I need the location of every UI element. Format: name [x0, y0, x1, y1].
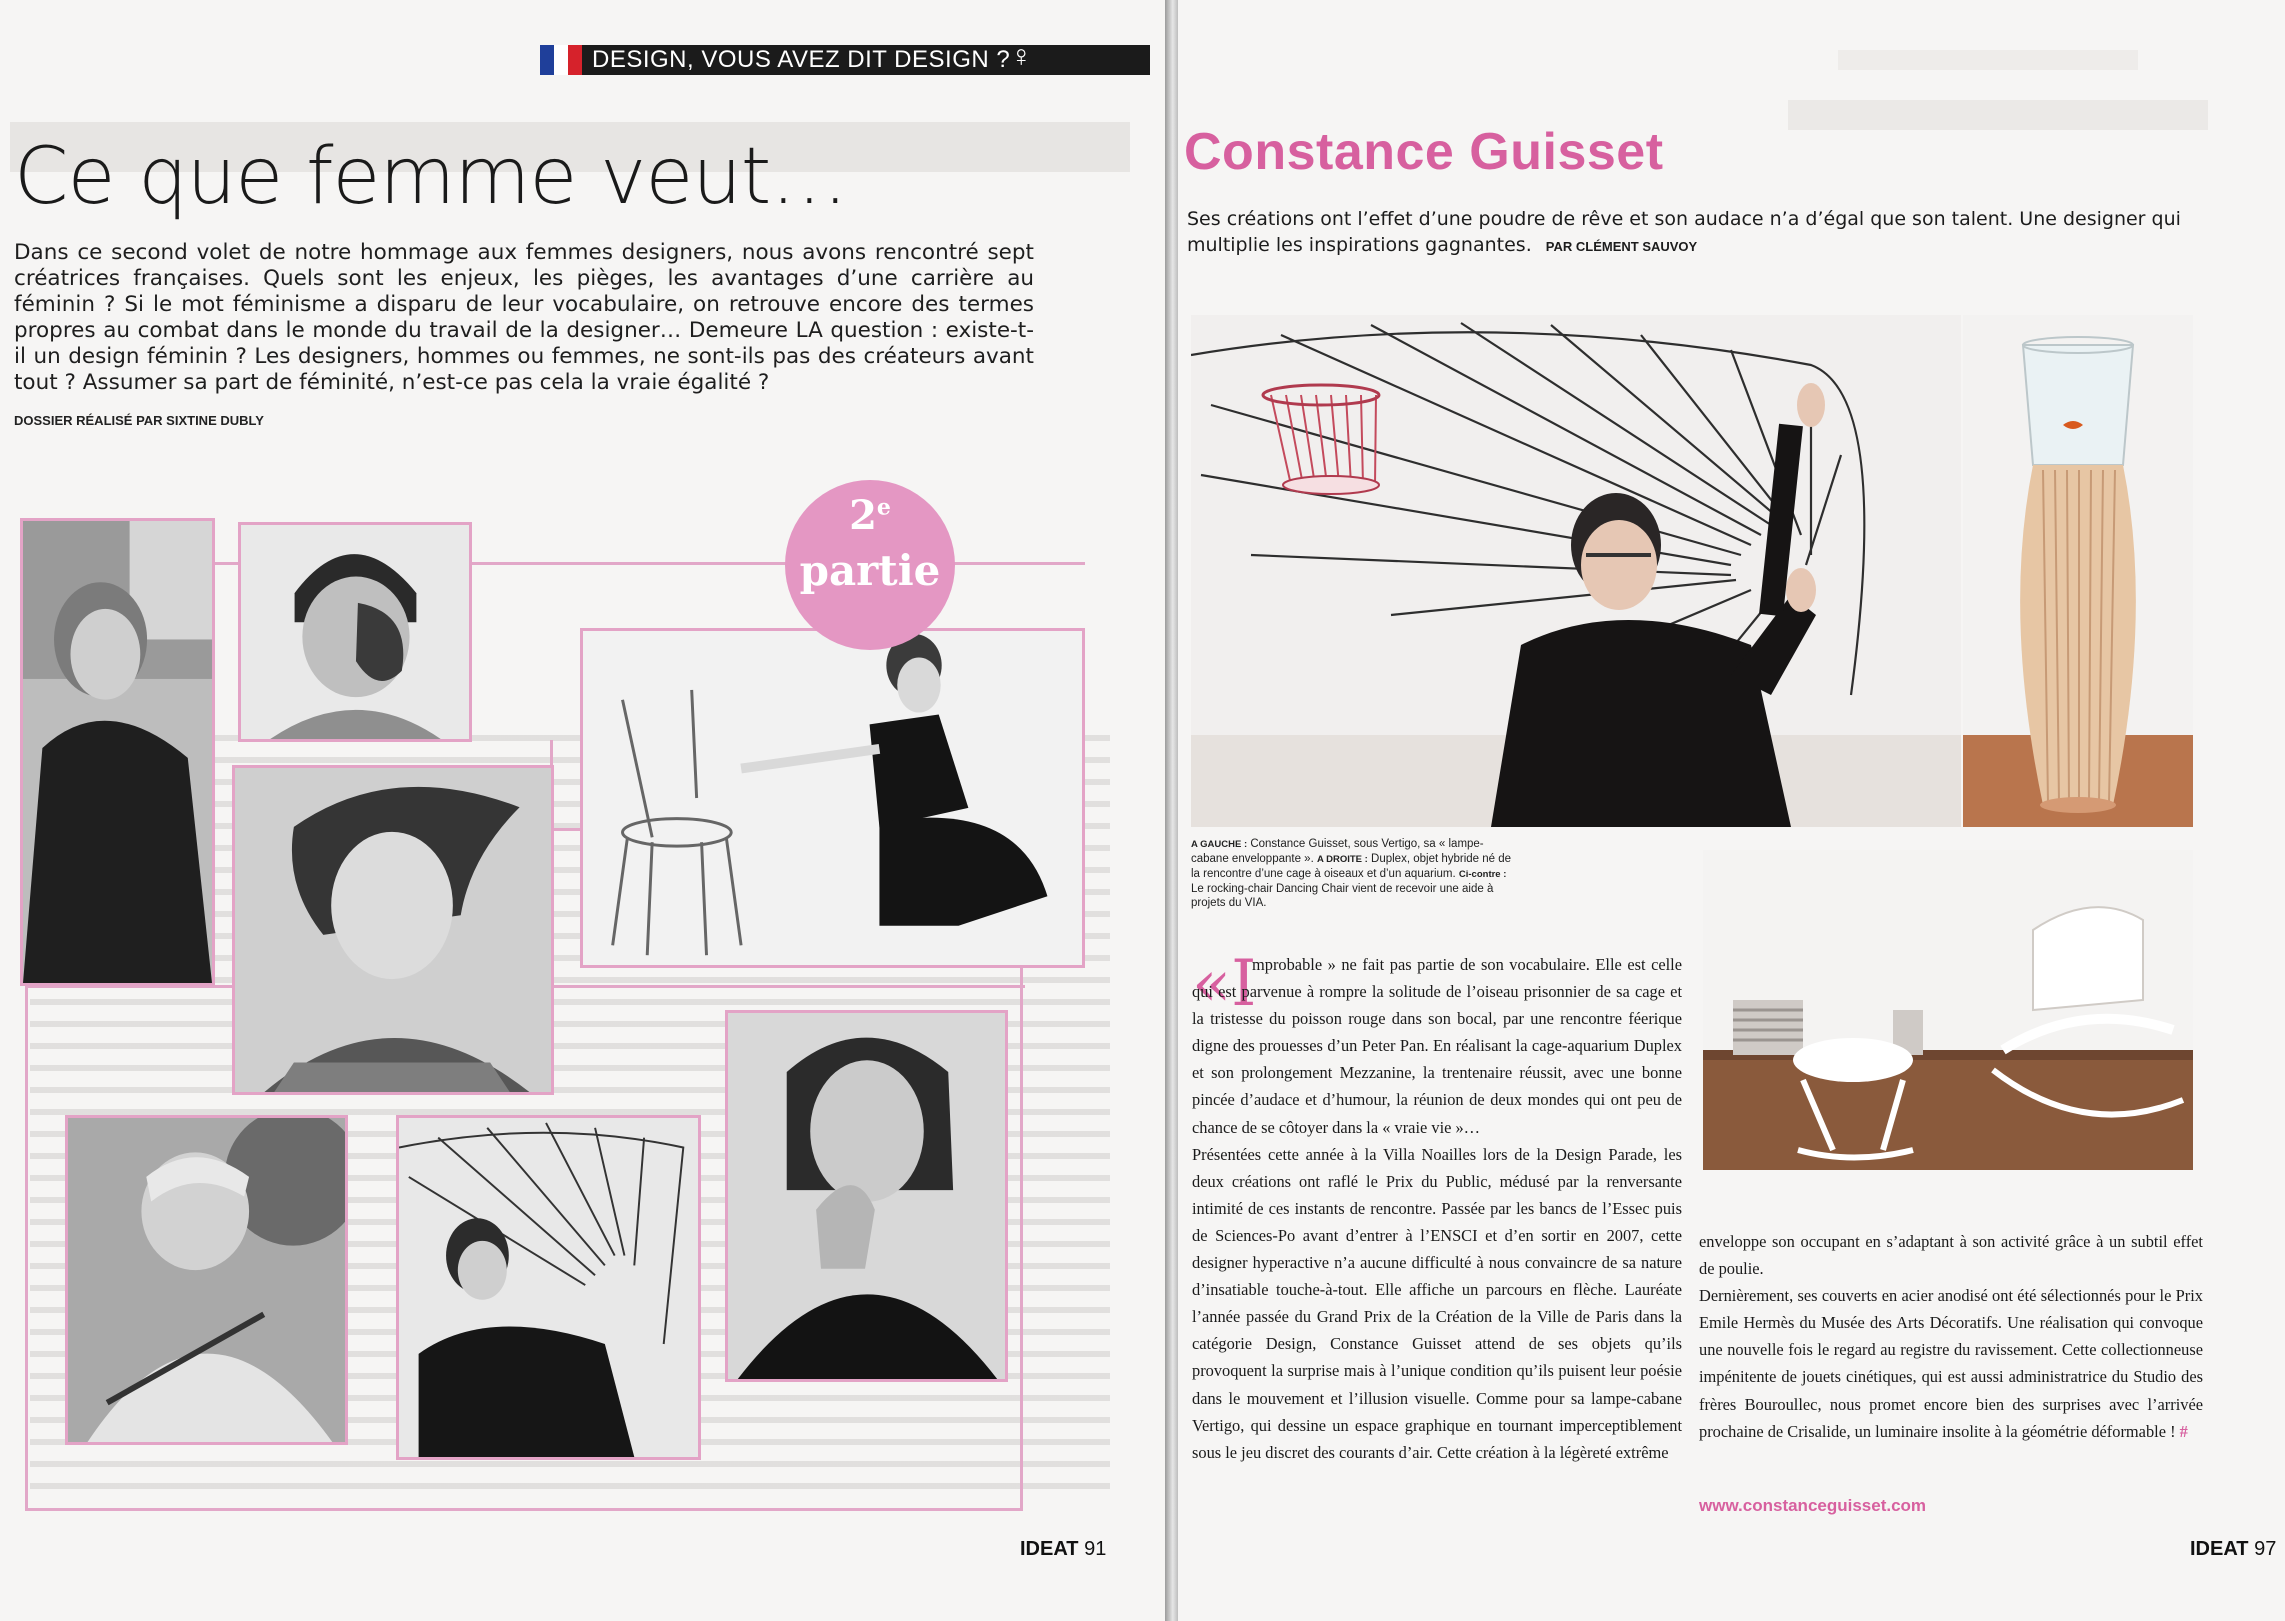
- page-folio: [2190, 1538, 2276, 1561]
- article-paragraph: enveloppe son occupant en s’adaptant à son activité grâce à un subtil effet de poulie.: [1699, 1232, 2203, 1279]
- rubric-label: DESIGN, VOUS AVEZ DIT DESIGN ?: [592, 46, 1011, 73]
- vertigo-lamp-photo: [396, 1115, 701, 1460]
- vertigo-lamp-main-photo: [1191, 315, 1961, 827]
- dancing-chair-photo: [1703, 850, 2193, 1170]
- rubric-bar: [540, 40, 1150, 75]
- article-column-1: [1192, 947, 1682, 1466]
- part-word: partie: [799, 546, 941, 595]
- article-title: Constance Guisset: [1184, 123, 1664, 181]
- show-through: [1778, 40, 2258, 140]
- female-symbol-icon: ♀: [1010, 40, 1033, 73]
- deck-byline: PAR CLÉMENT SAUVOY: [1545, 239, 1698, 254]
- intro-paragraph: Dans ce second volet de notre hommage aux femmes designers, nous avons rencontré sept créatrices françaises. Quels sont les enjeux, les pièges, les avantages d’une carrière au féminin ? Si le mot féminisme a disparu de leur vocabulaire, on retrouve encore des termes propres au combat dans le monde du travail de la designer… Demeure LA question : existe-t-il un design féminin ? Les designers, hommes ou femmes, ne sont-ils pas des créateurs avant tout ? Assumer sa part de féminité, n’est-ce pas cela la vraie égalité ?: [14, 240, 1034, 395]
- page-title: Ce que femme veut…: [14, 132, 848, 222]
- photo-caption: [1191, 837, 1521, 910]
- illustrated-portrait: [238, 522, 472, 742]
- designer-with-chair-photo: [580, 628, 1085, 968]
- caption-text-below: Le rocking-chair Dancing Chair vient de recevoir une aide à projets du VIA.: [1191, 883, 1494, 909]
- deck-text: Ses créations ont l’effet d’une poudre de rêve et son audace n’a d’égal que son talent. Une designer qui multiplie les inspirations gagnantes.: [1187, 208, 2181, 256]
- caption-text-left: Constance Guisset, sous Vertigo, sa « lampe-cabane enveloppante ».: [1191, 838, 1484, 865]
- folio-magazine: IDEAT: [1020, 1538, 1079, 1560]
- portrait-photo: [232, 765, 554, 1095]
- show-through-shape: [1778, 40, 2258, 140]
- dossier-byline: DOSSIER RÉALISÉ PAR SIXTINE DUBLY: [14, 413, 264, 428]
- caption-label-right: A DROITE :: [1316, 854, 1368, 865]
- article-column-2: [1699, 1228, 2203, 1445]
- portrait-photo: [725, 1010, 1008, 1382]
- page-folio: [1020, 1538, 1106, 1561]
- folio-page-number: 97: [2254, 1538, 2277, 1560]
- drop-cap: «I: [1192, 947, 1257, 1021]
- duplex-birdcage-aquarium-photo: [1963, 315, 2193, 827]
- article-paragraph: Présentées cette année à la Villa Noailles lors de la Design Parade, les deux créations ont raflé le Prix du Public, médusé par la renversante intimité de ces instants de rencontre. Passée par les bancs de l’Essec puis de Sciences-Po avant d’entrer à l’ENSCI et d’en sortir en 2007, cette designer hyperactive n’a aucune difficulté à nous convaincre de sa nature d’insatiable touche-à-tout. Elle affiche un parcours en flèche. Lauréate l’année passée du Grand Prix de la Création de la Ville de Paris dans la catégorie Design, Constance Guisset attend de ses objets qu’ils provoquent la surprise mais à l’unique condition qu’ils puisent leur poésie dans le mouvement et l’illusion visuelle. Comme pour sa lampe-cabane Vertigo, qui dessine un espace graphique en tournant imperceptiblement sous le jeu discret des courants d’air. Cette création à la légèreté extrême: [1192, 1144, 1682, 1462]
- spine-gutter: [1165, 0, 1178, 1621]
- portrait-photo: [20, 518, 215, 986]
- caption-label-left: A GAUCHE :: [1191, 839, 1248, 850]
- portrait-photo: [65, 1115, 348, 1445]
- right-page: [1178, 0, 2285, 1621]
- connector-line: [25, 1508, 1020, 1511]
- folio-magazine: IDEAT: [2190, 1538, 2249, 1560]
- french-flag-icon: [540, 45, 582, 75]
- end-mark: #: [2179, 1421, 2188, 1441]
- connector-line: [25, 985, 28, 1510]
- part-badge: [785, 480, 955, 650]
- article-paragraph: Dernièrement, ses couverts en acier anodisé ont été sélectionnés pour le Prix Emile Hermès du Musée des Arts Décoratifs. Une réalisation qui convoque une nouvelle fois le regard au registre du ravissement. Cette collectionneuse impénitente de jouets cinétiques, qui est aussi administratrice du Studio des frères Bouroullec, nous promet encore bien des surprises avec l’arrivée prochaine de Crisalide, un luminaire insolite à la géométrie déformable !: [1699, 1286, 2203, 1441]
- connector-line: [1020, 968, 1023, 1511]
- article-paragraph: mprobable » ne fait pas partie de son vocabulaire. Elle est celle qui est parvenue à rompre la solitude de l’oiseau prisonnier de sa cage et la tristesse du poisson rouge dans son bocal, par une rencontre féerique digne des prouesses d’un Peter Pan. En réalisant la cage-aquarium Duplex et son prolongement Mezzanine, la trentenaire réussit, avec une bonne pincée d’audace et d’humour, la réunion de deux mondes qui ont peu de chance de se côtoyer dans la « vraie vie »…: [1192, 955, 1682, 1137]
- article-deck: [1187, 206, 2227, 260]
- caption-label-below: Ci-contre :: [1458, 869, 1507, 880]
- website-link[interactable]: www.constanceguisset.com: [1699, 1496, 1927, 1515]
- part-number-suffix: e: [876, 494, 891, 521]
- part-number: 2: [849, 492, 877, 539]
- caption-text-right: Duplex, objet hybride né de la rencontre d’une cage à oiseaux et d’un aquarium.: [1191, 853, 1512, 880]
- folio-page-number: 91: [1084, 1538, 1107, 1560]
